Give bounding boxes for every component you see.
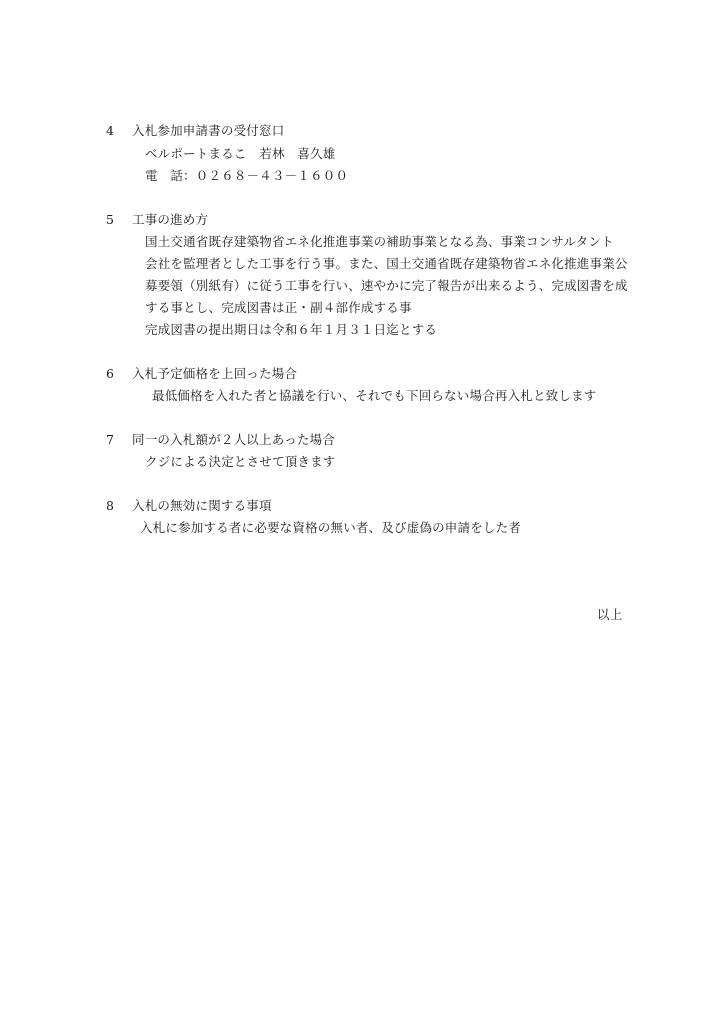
section-5-line-5: 完成図書の提出期日は令和６年１月３１日迄とする xyxy=(145,322,438,337)
section-5-line-3: 募要領（別紙有）に従う工事を行い、速やかに完了報告が出来るよう、完成図書を成 xyxy=(145,278,628,293)
section-4-line-1: ベルポートまるこ 若林 喜久雄 xyxy=(145,146,336,161)
section-5-number: 5 xyxy=(106,212,115,227)
section-7-line-1: クジによる決定とさせて頂きます xyxy=(145,454,336,469)
section-7-number: 7 xyxy=(106,432,115,447)
section-4-line-2: 電 話：０２６８－４３－１６００ xyxy=(145,168,349,183)
section-8-heading: 入札の無効に関する事項 xyxy=(132,498,272,513)
section-5-heading: 工事の進め方 xyxy=(132,212,209,227)
section-4-number: 4 xyxy=(106,123,115,138)
section-7-heading: 同一の入札額が２人以上あった場合 xyxy=(132,432,336,447)
section-5-line-1: 国土交通省既存建築物省エネ化推進事業の補助事業となる為、事業コンサルタント xyxy=(145,234,614,249)
closing-text: 以上 xyxy=(597,607,623,622)
section-4-heading: 入札参加申請書の受付窓口 xyxy=(132,123,285,138)
section-6-line-1: 最低価格を入れた者と協議を行い、それでも下回らない場合再入札と致します xyxy=(152,388,597,403)
section-8-line-1: 入札に参加する者に必要な資格の無い者、及び虚偽の申請をした者 xyxy=(140,520,522,535)
section-5-line-2: 会社を監理者とした工事を行う事。また、国土交通省既存建築物省エネ化推進事業公 xyxy=(145,256,628,271)
section-6-heading: 入札予定価格を上回った場合 xyxy=(132,366,298,381)
section-8-number: 8 xyxy=(106,498,115,513)
section-5-line-4: する事とし、完成図書は正・副４部作成する事 xyxy=(145,300,412,315)
section-6-number: 6 xyxy=(106,366,115,381)
